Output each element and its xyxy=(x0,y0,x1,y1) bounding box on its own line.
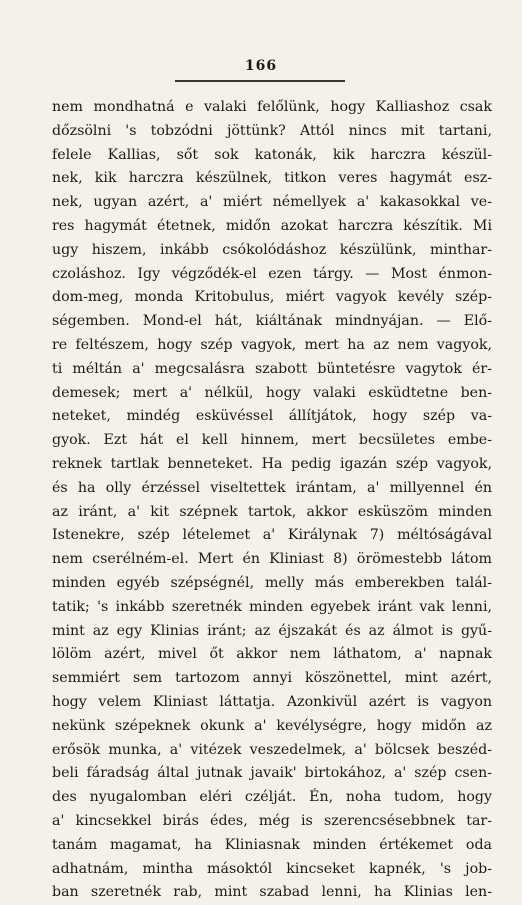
text-line: nem cserélném-el. Mert én Kliniast 8) örömestebb látom xyxy=(52,551,492,568)
text-line: Istenekre, szép lételemet a' Királynak 7) méltóságával xyxy=(52,527,492,544)
text-line: lölöm azért, mivel őt akkor nem láthatom, a' napnak xyxy=(52,646,492,663)
text-line: adhatnám, mintha másoktól kincseket kapnék, 's job- xyxy=(52,860,492,877)
text-line: ségemben. Mond-el hát, kiáltának mindnyájan. — Elő- xyxy=(52,313,492,330)
text-line: gyok. Ezt hát el kell hinnem, mert becsületes embe- xyxy=(52,432,492,449)
text-line: minden egyéb szépségnél, melly más emberekben talál- xyxy=(52,574,492,591)
text-line: mint az egy Klinias iránt; az éjszakát és az álmot is gyű- xyxy=(52,622,492,639)
text-line: a' kincsekkel birás édes, még is szerencsésebbnek tar- xyxy=(52,812,492,829)
text-line: ti méltán a' megcsalásra szabott büntetésre vagytok ér- xyxy=(52,360,492,377)
text-line: semmiért sem tartozom annyi köszönettel, mint azért, xyxy=(52,670,492,687)
text-line: tatik; 's inkább szeretnék minden egyebek iránt vak lenni, xyxy=(52,598,492,615)
text-line: nekünk szépeknek okunk a' kevélységre, hogy midőn az xyxy=(52,717,492,734)
text-line: erősök munka, a' vitézek veszedelmek, a' bölcsek beszéd- xyxy=(52,741,492,758)
text-line: az iránt, a' kit szépnek tartok, akkor esküszöm minden xyxy=(52,503,492,520)
text-line: demesek; mert a' nélkül, hogy valaki esküdtetne ben- xyxy=(52,384,492,401)
text-line: reknek tartlak benneteket. Ha pedig igazán szép vagyok, xyxy=(52,455,492,472)
text-line: re feltészem, hogy szép vagyok, mert ha az nem vagyok, xyxy=(52,336,492,353)
text-line: és ha olly érzéssel viseltettek irántam, a' millyennel én xyxy=(52,479,492,496)
text-line: tanám magamat, ha Kliniasnak minden értékemet oda xyxy=(52,836,492,853)
text-line: res hagymát étetnek, midőn azokat harczra készítik. Mi xyxy=(52,217,492,234)
header-rule xyxy=(175,80,345,82)
text-line: nek, kik harczra készülnek, titkon veres hagymát esz- xyxy=(52,170,492,187)
text-line: dőzsölni 's tobzódni jöttünk? Attól nincs mit tartani, xyxy=(52,122,492,139)
text-line: dom-meg, monda Kritobulus, miért vagyok kevély szép- xyxy=(52,289,492,306)
text-line: czoláshoz. Igy végződék-el ezen tárgy. — Most énmon- xyxy=(52,265,492,282)
text-line: des nyugalomban eléri czélját. Én, noha tudom, hogy xyxy=(52,789,492,806)
text-line: felele Kallias, sőt sok katonák, kik harczra készül- xyxy=(52,146,492,163)
text-line: hogy velem Kliniast láttatja. Azonkivül azért is vagyon xyxy=(52,693,492,710)
text-line: neteket, mindég esküvéssel állítjátok, hogy szép va- xyxy=(52,408,492,425)
text-line: beli fáradság által jutnak javaik' birtokához, a' szép csen- xyxy=(52,765,492,782)
text-line: ugy hiszem, inkább csókolódáshoz készülünk, minthar- xyxy=(52,241,492,258)
text-line: nek, ugyan azért, a' miért némellyek a' kakasokkal ve- xyxy=(52,194,492,211)
text-line: ban szeretnék rab, mint szabad lenni, ha Klinias len- xyxy=(52,884,492,901)
page-number: 166 xyxy=(244,58,278,74)
body-text xyxy=(52,96,492,905)
text-line: nem mondhatná e valaki felőlünk, hogy Kalliashoz csak xyxy=(52,99,492,115)
